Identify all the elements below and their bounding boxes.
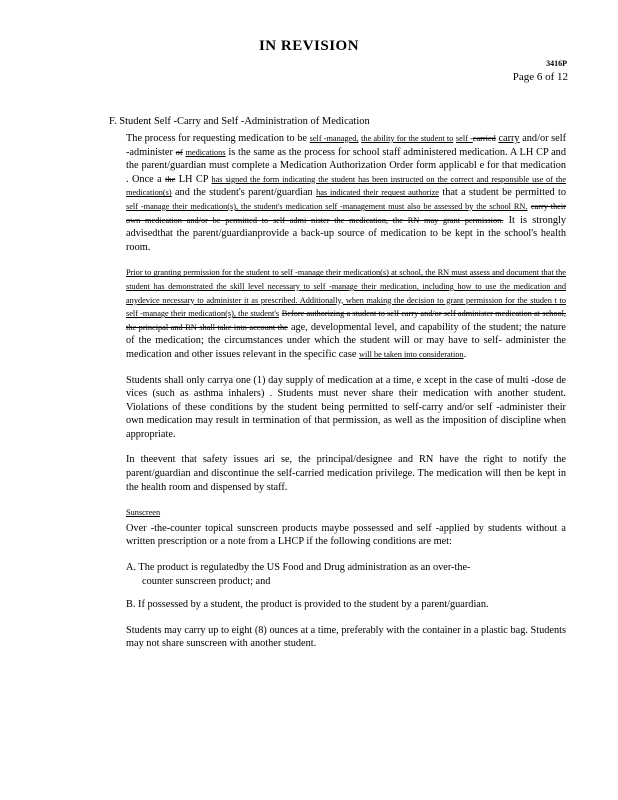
- inserted-text: the ability for the student to: [361, 134, 454, 143]
- inserted-text: self -managed,: [309, 134, 359, 143]
- sunscreen-condition-b: B. If possessed by a student, the product is provided to the student by a parent/guardian.: [126, 599, 489, 611]
- condition-a-line1: A. The product is regulatedby the US Food and Drug administration as an over-the-: [126, 562, 471, 574]
- text-run: and the student's parent/guardian: [174, 187, 313, 199]
- inserted-text: will be taken into consideration: [359, 349, 464, 359]
- inserted-text: Prior to granting permission for the student to self -manage their medication(s) at school, the RN must assess and document that the student has demonstrated the skill level necessary to self -manage their medication, including how to use the medication and anydevice necessary to administer it as prescribed. Additionally, when making the decision to grant permission for the studen t to self -manage their medication(s), the student's: [126, 268, 566, 319]
- text-run: and/or self -administer: [126, 133, 567, 158]
- text-run: LH CP: [178, 173, 209, 185]
- deleted-text: Before authorizing a student to self carry and/or self administer medication at school, the principal and RN shall take into account the: [126, 309, 567, 332]
- policy-code: 3416P: [546, 59, 567, 68]
- inserted-text: self -: [455, 134, 473, 143]
- text-run: The process for requesting medication to be: [126, 133, 307, 144]
- section-heading: F. Student Self -Carry and Self -Administration of Medication: [109, 116, 370, 127]
- inserted-text: medications: [185, 147, 226, 157]
- sunscreen-heading: Sunscreen: [126, 508, 161, 518]
- sunscreen-intro: Over -the-counter topical sunscreen products maybe possessed and self -applied by students without a written prescription or a note from a LHCP if the following conditions are met:: [126, 522, 566, 548]
- sunscreen-closing: Students may carry up to eight (8) ounces at a time, preferably with the container in a plastic bag. Students may not share sunscreen with another student.: [126, 624, 566, 650]
- paragraph-prior-permission: [126, 266, 566, 361]
- deleted-text: carried: [472, 134, 496, 143]
- inserted-text: carry: [498, 133, 520, 144]
- inserted-text: self -manage their medication(s), the student's medication self -management must also be assessed by the school RN.: [126, 201, 528, 211]
- text-run: age, developmental level, and capability of the student; the nature of the medication; the circumstances under which the student will or may have to self- administer the medication and other issues relevant in the specific case: [126, 321, 566, 360]
- sunscreen-condition-a: [126, 561, 566, 588]
- text-run: that a student be permitted to: [442, 187, 567, 199]
- deleted-text: of: [175, 147, 183, 157]
- deleted-text: carry their own medication and/or be permitted to self admi nister the medication, the RN may grant permission.: [126, 201, 566, 225]
- page-title: IN REVISION: [258, 38, 360, 54]
- deleted-text: the: [165, 174, 176, 184]
- condition-a-line2: counter sunscreen product; and: [142, 575, 271, 587]
- paragraph-safety: In theevent that safety issues ari se, the principal/designee and RN have the right to notify the parent/guardian and discontinue the self-carried medication privilege. The medication will then be kept in the health room and dispensed by staff.: [126, 454, 566, 493]
- text-run: is the same as the process for school staff administered medication. A LH CP and the parent/guardian must complete a Medication Authorization Order form applicabl e for that medication . Once a: [126, 146, 566, 185]
- page-number: Page 6 of 12: [512, 71, 568, 83]
- text-run: It is strongly advisedthat the parent/guardianprovide a back-up source of medication to be kept in the school's health room.: [126, 214, 567, 253]
- paragraph-supply: Students shall only carrya one (1) day supply of medication at a time, e xcept in the case of multi -dose de vices (such as asthma inhalers) . Students must never share their medication with another student. Violations of these conditions by the student being permitted to self-carry and/or self -administer their own medication may result in termination of that permission, as well as the imposition of discipline when appropriate.: [126, 374, 566, 440]
- inserted-text: has indicated their request authorize: [316, 188, 439, 198]
- text-run: .: [463, 348, 467, 360]
- document-body: [126, 116, 566, 663]
- paragraph-process: [126, 132, 566, 254]
- inserted-text: has signed the form indicating the student has been instructed on the correct and responsible use of the medication(s): [126, 174, 567, 198]
